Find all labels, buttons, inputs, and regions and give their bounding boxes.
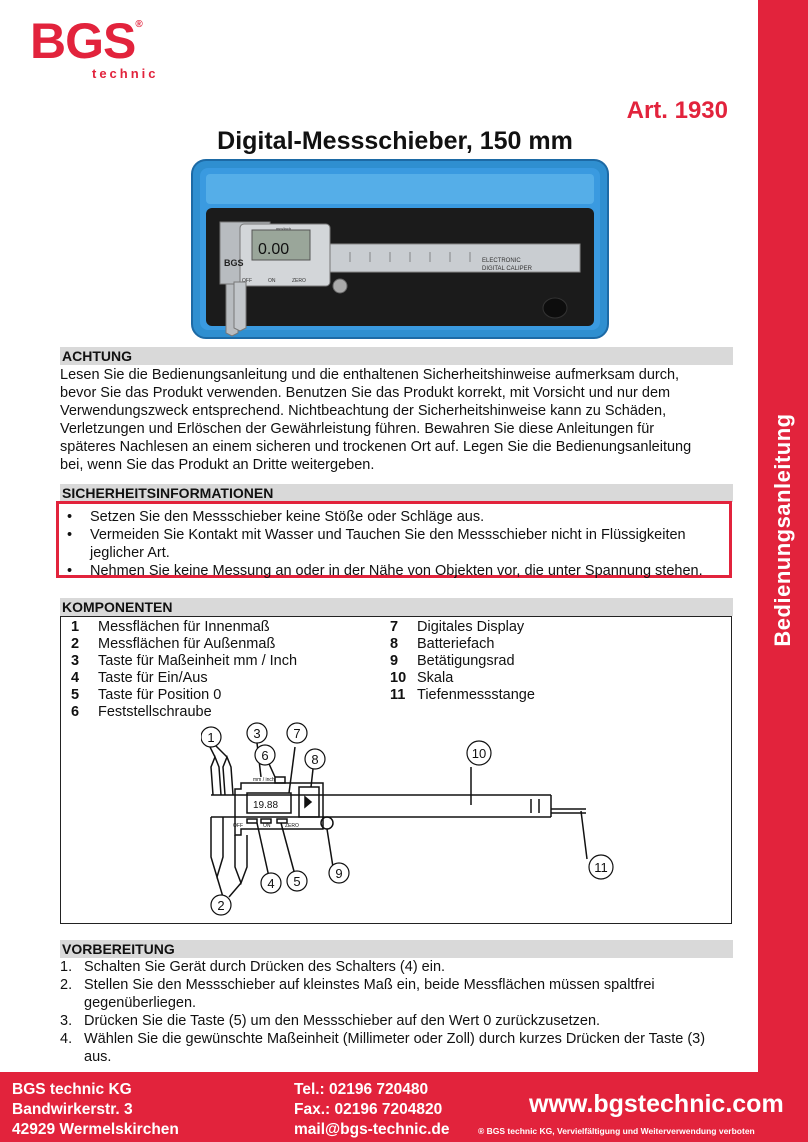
footer-city: 42929 Wermelskirchen [12, 1121, 179, 1138]
component-item [71, 619, 270, 636]
component-number: 6 [71, 704, 80, 720]
photo-display: 0.00 [258, 241, 290, 258]
step-text: Schalten Sie Gerät durch Drücken des Schalters (4) ein. [84, 959, 446, 975]
component-item [71, 636, 275, 653]
safety-item: • Setzen Sie den Messschieber keine Stöße oder Schläge aus. [59, 508, 729, 526]
component-number: 7 [390, 619, 399, 635]
component-number: 9 [390, 653, 399, 669]
callout-2: 2 [217, 898, 225, 913]
photo-label-electronic: ELECTRONIC [482, 258, 521, 264]
component-number: 11 [390, 687, 406, 703]
footer [0, 1072, 808, 1142]
footer-street: Bandwirkerstr. 3 [12, 1101, 133, 1118]
diagram-off-label: OFF [233, 823, 243, 829]
achtung-line: späteres Nachlesen an einem sicheren und trockenen Ort auf. Legen Sie die Bedienungsanleitung [60, 439, 692, 455]
preparation-step [60, 976, 732, 1012]
diagram-zero-label: ZERO [285, 823, 299, 829]
preparation-step [60, 958, 732, 976]
step-number: 1. [60, 959, 73, 975]
callout-6: 6 [261, 748, 269, 763]
achtung-line: Verwendungszweck entsprechend. Nichtbeachtung der Sicherheitshinweise kann zu Schäden, [60, 403, 667, 419]
footer-fax: Fax.: 02196 7204820 [294, 1101, 443, 1118]
components-heading: KOMPONENTEN [60, 598, 733, 616]
component-number: 3 [71, 653, 80, 669]
achtung-line: bevor Sie das Produkt verwenden. Benutzen Sie das Produkt korrekt, mit Vorsicht und nur dem [60, 385, 671, 401]
callout-10: 10 [471, 746, 487, 761]
product-photo [190, 158, 610, 340]
callout-4: 4 [267, 876, 275, 891]
component-label: Batteriefach [417, 636, 495, 652]
component-label: Feststellschraube [98, 704, 212, 720]
components-box [60, 616, 732, 924]
preparation-step [60, 1030, 732, 1066]
step-text: Stellen Sie den Messschieber auf kleinstes Maß ein, beide Messflächen müssen spaltfrei gegenüberliegen. [84, 977, 655, 1011]
component-item [390, 619, 524, 636]
component-number: 2 [71, 636, 80, 652]
footer-mail-link[interactable]: mail@bgs-technic.de [294, 1121, 450, 1138]
achtung-line: Lesen Sie die Bedienungsanleitung und die enthaltenen Sicherheitshinweise aufmerksam durch, [60, 367, 680, 383]
article-number: Art. 1930 [626, 97, 728, 124]
diagram-on-label: ON [263, 823, 271, 829]
photo-label-digital-caliper: DIGITAL CALIPER [482, 266, 533, 272]
photo-label-on: ON [268, 278, 276, 284]
component-label: Messflächen für Außenmaß [98, 636, 276, 652]
component-item [71, 687, 221, 704]
component-label: Digitales Display [417, 619, 525, 635]
preparation-step [60, 1012, 732, 1030]
achtung-text [60, 366, 732, 474]
step-number: 2. [60, 977, 73, 993]
component-label: Skala [417, 670, 454, 686]
component-label: Taste für Maßeinheit mm / Inch [98, 653, 298, 669]
callout-11: 11 [594, 860, 608, 875]
photo-label-unit: mm/inch [276, 226, 292, 231]
component-label: Taste für Ein/Aus [98, 670, 208, 686]
achtung-line: bei, wenn Sie das Produkt an Dritte weitergeben. [60, 457, 375, 473]
callout-9: 9 [335, 866, 343, 881]
step-number: 3. [60, 1013, 73, 1029]
brand-logo [30, 13, 142, 69]
component-item [71, 704, 212, 721]
photo-label-off: OFF [242, 278, 252, 284]
safety-box [56, 501, 732, 578]
side-label-text: Bedienungsanleitung [770, 413, 795, 647]
callout-7: 7 [293, 726, 301, 741]
step-text: Wählen Sie die gewünschte Maßeinheit (Millimeter oder Zoll) durch kurzes Drücken der Taste (3) aus. [84, 1031, 706, 1065]
footer-copyright: ® BGS technic KG, Vervielfältigung und Weiterverwendung verboten [478, 1126, 755, 1136]
component-number: 4 [71, 670, 80, 686]
component-item [390, 687, 535, 704]
achtung-line: Verletzungen und Erlöschen der Gewährleistung führen. Bewahren Sie diese Anleitungen für [60, 421, 655, 437]
page-title: Digital-Messschieber, 150 mm [217, 127, 573, 155]
component-label: Betätigungsrad [417, 653, 515, 669]
component-label: Tiefenmessstange [417, 687, 535, 703]
component-label: Taste für Position 0 [98, 687, 222, 703]
diagram-unit-label: mm / inch [253, 777, 275, 783]
component-number: 8 [390, 636, 399, 652]
callout-3: 3 [253, 726, 261, 741]
component-label: Messflächen für Innenmaß [98, 619, 270, 635]
component-item [390, 653, 515, 670]
photo-brand-mark: BGS [224, 258, 244, 268]
safety-heading: SICHERHEITSINFORMATIONEN [60, 484, 733, 502]
footer-web-link[interactable]: www.bgstechnic.com [529, 1090, 784, 1118]
footer-company: BGS technic KG [12, 1081, 132, 1098]
brand-logo-text: BGS [30, 13, 136, 69]
component-item [71, 670, 208, 687]
callout-8: 8 [311, 752, 319, 767]
component-item [71, 653, 297, 670]
footer-tel: Tel.: 02196 720480 [294, 1081, 429, 1098]
brand-logo-sub: technic [92, 66, 159, 81]
step-number: 4. [60, 1031, 73, 1047]
achtung-heading: ACHTUNG [60, 347, 733, 365]
component-number: 10 [390, 670, 407, 686]
safety-item: • Vermeiden Sie Kontakt mit Wasser und Tauchen Sie den Messschieber nicht in Flüssigkeiten jeglicher Art. [59, 526, 729, 562]
component-item [390, 636, 494, 653]
safety-item: • Nehmen Sie keine Messung an oder in der Nähe von Objekten vor, die unter Spannung stehen. [59, 562, 729, 580]
caliper-diagram [201, 717, 621, 917]
side-label [758, 340, 808, 720]
step-text: Drücken Sie die Taste (5) um den Messschieber auf den Wert 0 zurückzusetzen. [84, 1013, 601, 1029]
brand-logo-reg: ® [135, 19, 142, 30]
component-number: 1 [71, 619, 80, 635]
photo-label-zero: ZERO [292, 278, 306, 284]
callout-1: 1 [207, 730, 215, 745]
diagram-display-value: 19.88 [253, 800, 279, 811]
preparation-heading: VORBEREITUNG [60, 940, 733, 958]
callout-5: 5 [293, 874, 301, 889]
component-number: 5 [71, 687, 80, 703]
preparation-list [60, 958, 732, 1066]
component-item [390, 670, 453, 687]
